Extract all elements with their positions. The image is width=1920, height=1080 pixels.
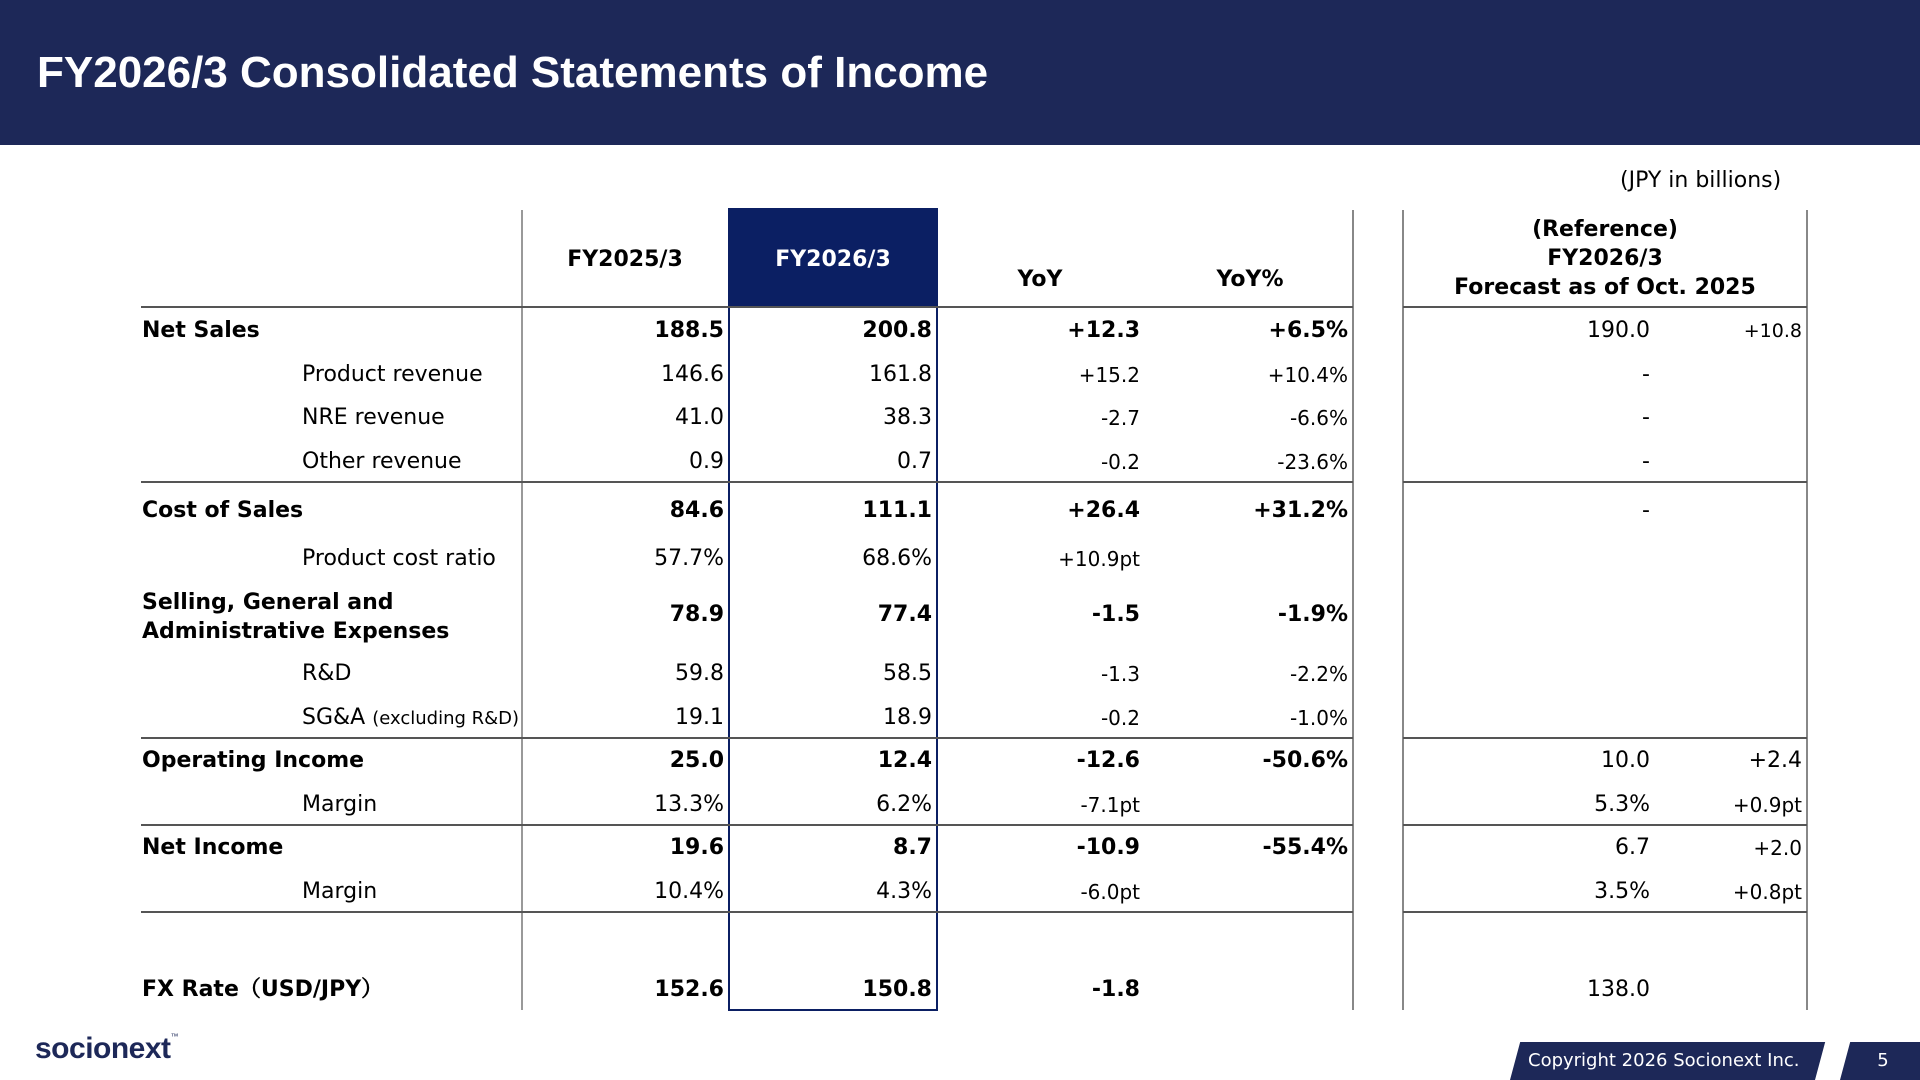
sga-excl-fy2025: 19.1 bbox=[675, 705, 724, 730]
row-label-cost-of-sales: Cost of Sales bbox=[142, 498, 304, 523]
other-revenue-fy2026: 0.7 bbox=[897, 449, 932, 474]
sga-fy2025: 78.9 bbox=[669, 602, 724, 627]
fx-rate-fy2026: 150.8 bbox=[862, 977, 932, 1002]
nre-revenue-forecast: - bbox=[1642, 405, 1650, 430]
sga-excl-label: SG&A bbox=[302, 705, 366, 730]
operating-income-fy2025: 25.0 bbox=[669, 748, 724, 773]
net-income-yoy: -10.9 bbox=[1076, 835, 1140, 860]
nre-revenue-fy2026: 38.3 bbox=[883, 405, 932, 430]
page-title: FY2026/3 Consolidated Statements of Income bbox=[37, 48, 989, 97]
rnd-fy2026: 58.5 bbox=[883, 661, 932, 686]
sga-excl-note: (excluding R&D) bbox=[372, 708, 520, 729]
header-ref-line2: FY2026/3 bbox=[1547, 246, 1663, 271]
ni-margin-fy2026: 4.3% bbox=[876, 879, 932, 904]
row-label-sga-line1: Selling, General and bbox=[142, 590, 394, 615]
product-cost-ratio-fy2026: 68.6% bbox=[862, 546, 932, 571]
vline-yoy bbox=[1352, 210, 1354, 1010]
rnd-yoy-pct: -2.2% bbox=[1289, 662, 1348, 686]
operating-income-yoy: -12.6 bbox=[1076, 748, 1140, 773]
net-income-fy2025: 19.6 bbox=[669, 835, 724, 860]
hline-ni-ref bbox=[1403, 911, 1807, 913]
net-sales-fy2025: 188.5 bbox=[654, 318, 724, 343]
net-sales-fy2026: 200.8 bbox=[862, 318, 932, 343]
vline-label bbox=[521, 210, 523, 1010]
header-fy2026: FY2026/3 bbox=[775, 247, 891, 272]
row-label-fx-rate: FX Rate（USD/JPY） bbox=[142, 977, 384, 1002]
rnd-fy2025: 59.8 bbox=[675, 661, 724, 686]
other-revenue-yoy-pct: -23.6% bbox=[1277, 450, 1348, 474]
cost-of-sales-fy2026: 111.1 bbox=[862, 498, 932, 523]
sga-yoy: -1.5 bbox=[1091, 602, 1140, 627]
cost-of-sales-forecast: - bbox=[1642, 498, 1650, 523]
header-fy2025: FY2025/3 bbox=[567, 247, 683, 272]
row-label-sga-line2: Administrative Expenses bbox=[142, 619, 450, 644]
hline-header bbox=[141, 306, 1353, 308]
row-label-rnd: R&D bbox=[302, 661, 352, 686]
vline-ref-left bbox=[1402, 210, 1404, 1010]
row-label-sga-excl bbox=[302, 704, 519, 733]
hline-sga bbox=[141, 737, 1353, 739]
net-income-yoy-pct: -55.4% bbox=[1262, 835, 1348, 860]
fx-rate-yoy: -1.8 bbox=[1091, 977, 1140, 1002]
net-sales-forecast: 190.0 bbox=[1587, 318, 1650, 343]
other-revenue-fy2025: 0.9 bbox=[689, 449, 724, 474]
header-ref-line1: (Reference) bbox=[1532, 217, 1678, 242]
sga-yoy-pct: -1.9% bbox=[1277, 602, 1348, 627]
net-sales-yoy: +12.3 bbox=[1067, 318, 1140, 343]
product-revenue-yoy-pct: +10.4% bbox=[1267, 363, 1348, 387]
unit-note: (JPY in billions) bbox=[1620, 168, 1782, 193]
fx-rate-forecast: 138.0 bbox=[1587, 977, 1650, 1002]
hline-ni bbox=[141, 911, 1353, 913]
nre-revenue-fy2025: 41.0 bbox=[675, 405, 724, 430]
net-sales-diff: +10.8 bbox=[1743, 320, 1802, 342]
nre-revenue-yoy-pct: -6.6% bbox=[1289, 406, 1348, 430]
hline-op-ref bbox=[1403, 824, 1807, 826]
title-bar bbox=[0, 0, 1920, 145]
op-margin-fy2026: 6.2% bbox=[876, 792, 932, 817]
operating-income-diff: +2.4 bbox=[1748, 748, 1802, 773]
nre-revenue-yoy: -2.7 bbox=[1100, 406, 1140, 430]
op-margin-forecast: 5.3% bbox=[1594, 792, 1650, 817]
net-income-diff: +2.0 bbox=[1753, 836, 1802, 860]
operating-income-forecast: 10.0 bbox=[1601, 748, 1650, 773]
operating-income-yoy-pct: -50.6% bbox=[1262, 748, 1348, 773]
page-number: 5 bbox=[1877, 1050, 1889, 1071]
row-label-other-revenue: Other revenue bbox=[302, 449, 462, 474]
net-income-forecast: 6.7 bbox=[1615, 835, 1650, 860]
sga-fy2026: 77.4 bbox=[877, 602, 932, 627]
header-yoy-pct: YoY% bbox=[1216, 267, 1284, 292]
product-revenue-forecast: - bbox=[1642, 362, 1650, 387]
hline-sales-ref bbox=[1403, 481, 1807, 483]
cost-of-sales-fy2025: 84.6 bbox=[669, 498, 724, 523]
row-label-net-income: Net Income bbox=[142, 835, 284, 860]
operating-income-fy2026: 12.4 bbox=[877, 748, 932, 773]
product-cost-ratio-fy2025: 57.7% bbox=[654, 546, 724, 571]
other-revenue-forecast: - bbox=[1642, 449, 1650, 474]
row-label-operating-income: Operating Income bbox=[142, 748, 365, 773]
product-revenue-yoy: +15.2 bbox=[1078, 363, 1140, 387]
row-label-ni-margin: Margin bbox=[302, 879, 378, 904]
ni-margin-diff: +0.8pt bbox=[1732, 880, 1802, 904]
op-margin-fy2025: 13.3% bbox=[654, 792, 724, 817]
hline-op bbox=[141, 824, 1353, 826]
vline-ref-right bbox=[1806, 210, 1808, 1010]
logo-tm: ™ bbox=[170, 1032, 179, 1041]
op-margin-yoy: -7.1pt bbox=[1080, 793, 1140, 817]
row-label-op-margin: Margin bbox=[302, 792, 378, 817]
product-cost-ratio-yoy: +10.9pt bbox=[1058, 547, 1140, 571]
header-yoy: YoY bbox=[1017, 267, 1063, 292]
cost-of-sales-yoy: +26.4 bbox=[1067, 498, 1140, 523]
hline-sga-ref bbox=[1403, 737, 1807, 739]
ni-margin-fy2025: 10.4% bbox=[654, 879, 724, 904]
other-revenue-yoy: -0.2 bbox=[1100, 450, 1140, 474]
row-label-net-sales: Net Sales bbox=[142, 318, 260, 343]
logo-text: socionext bbox=[35, 1032, 171, 1065]
ni-margin-yoy: -6.0pt bbox=[1080, 880, 1140, 904]
ni-margin-forecast: 3.5% bbox=[1594, 879, 1650, 904]
cost-of-sales-yoy-pct: +31.2% bbox=[1253, 498, 1348, 523]
rnd-yoy: -1.3 bbox=[1100, 662, 1140, 686]
product-revenue-fy2025: 146.6 bbox=[661, 362, 724, 387]
net-sales-yoy-pct: +6.5% bbox=[1268, 318, 1348, 343]
sga-excl-yoy-pct: -1.0% bbox=[1289, 706, 1348, 730]
row-label-nre-revenue: NRE revenue bbox=[302, 405, 445, 430]
op-margin-diff: +0.9pt bbox=[1732, 793, 1802, 817]
header-ref-line3: Forecast as of Oct. 2025 bbox=[1454, 275, 1756, 300]
row-label-product-cost-ratio: Product cost ratio bbox=[302, 546, 496, 571]
hline-sales bbox=[141, 481, 1353, 483]
sga-excl-fy2026: 18.9 bbox=[883, 705, 932, 730]
fx-rate-fy2025: 152.6 bbox=[654, 977, 724, 1002]
row-label-product-revenue: Product revenue bbox=[302, 362, 483, 387]
product-revenue-fy2026: 161.8 bbox=[869, 362, 932, 387]
copyright-text: Copyright 2026 Socionext Inc. bbox=[1528, 1050, 1800, 1071]
net-income-fy2026: 8.7 bbox=[893, 835, 932, 860]
hline-header-ref bbox=[1403, 306, 1807, 308]
sga-excl-yoy: -0.2 bbox=[1100, 706, 1140, 730]
socionext-logo bbox=[35, 1032, 178, 1066]
